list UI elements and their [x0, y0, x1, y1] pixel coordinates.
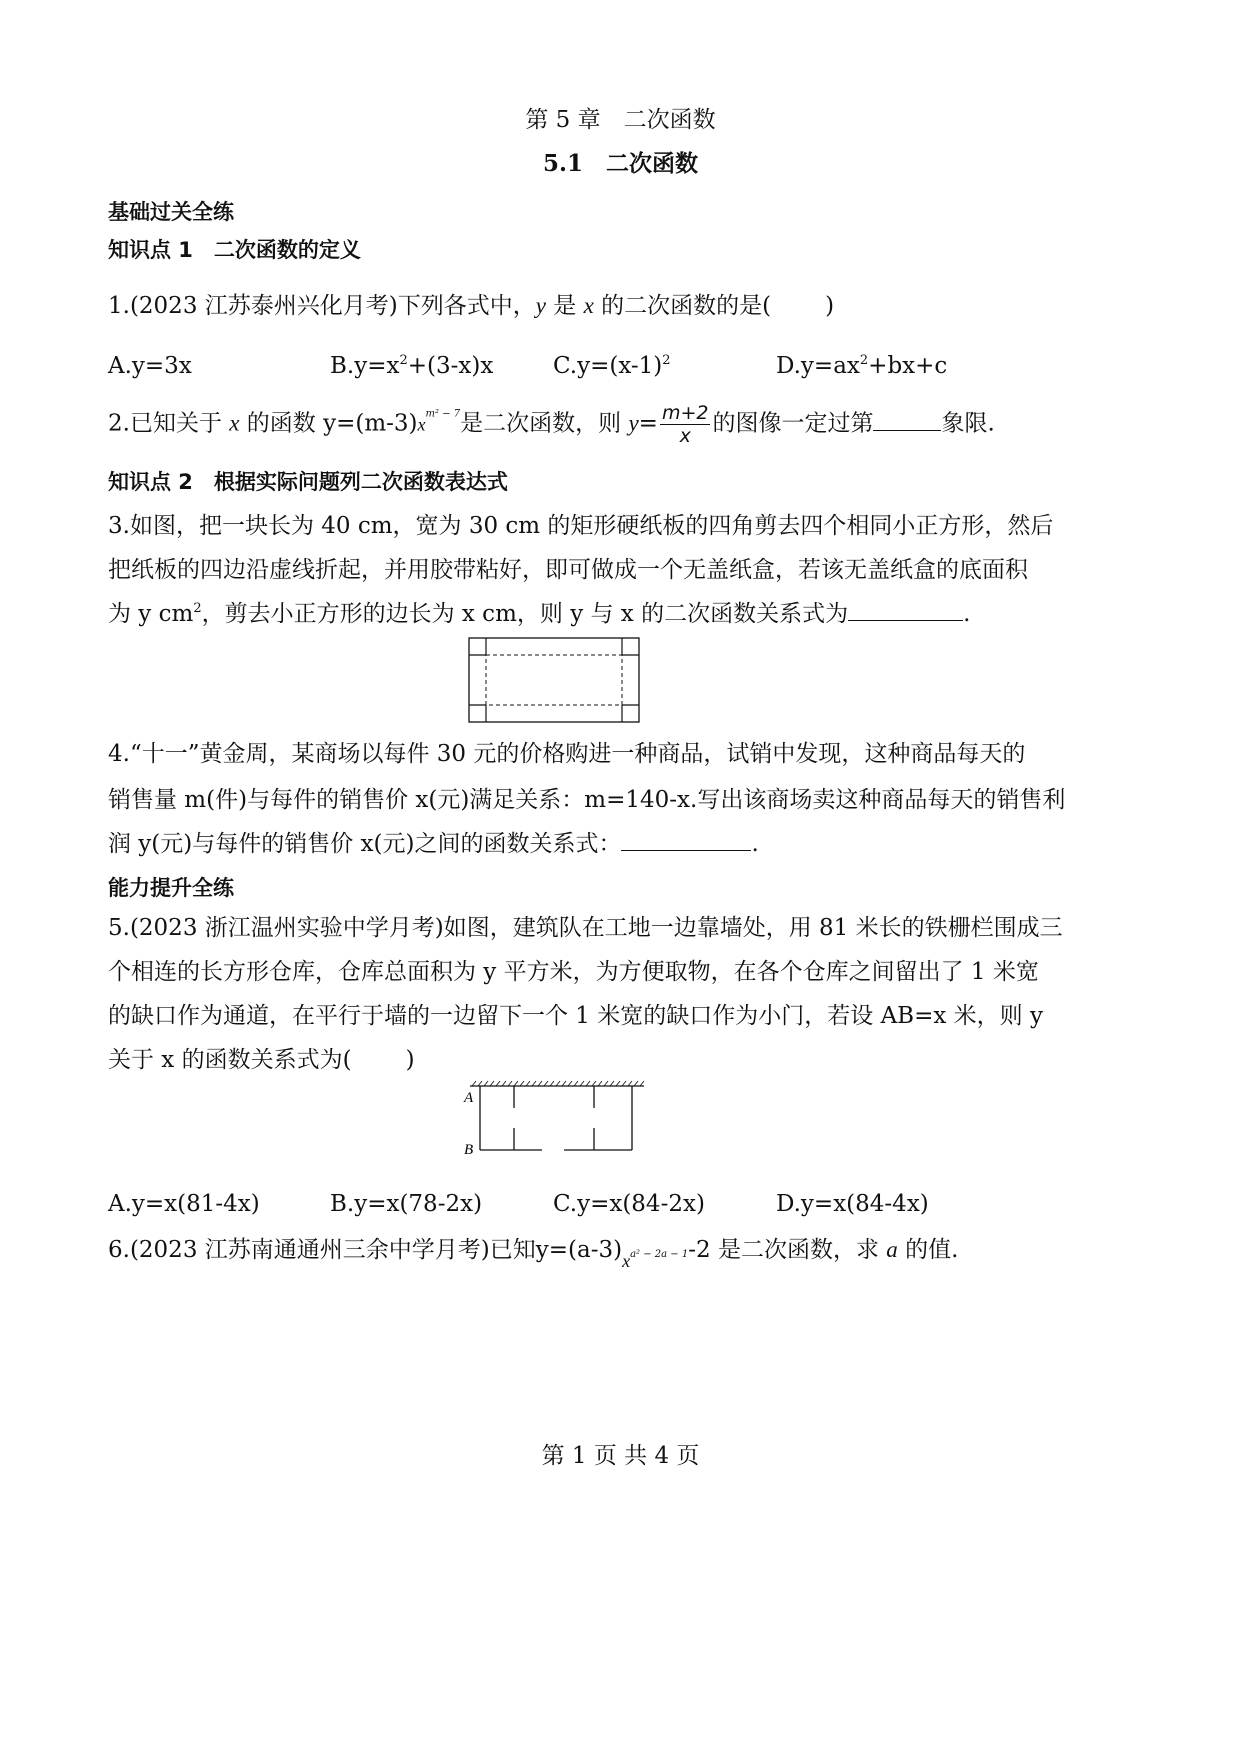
- answer-blank[interactable]: [621, 828, 751, 851]
- question-2-stem: 2.已知关于 x 的函数 $y=(m-3)x^{m^2 - 7}$是二次函数，则 y= $\frac{m+2}{x}$ 的图像一定过第 象限.: [108, 402, 995, 447]
- question-1-option-b: $B.y=x^2+(3-x)x$: [330, 353, 494, 379]
- point-b-label: B: [464, 1142, 474, 1158]
- section-title: 5.1 二次函数: [542, 150, 698, 177]
- question-4-line-2: 销售量 m(件)与每件的销售价 x(元)满足关系：m=140-x.写出该商场卖这种商品每天的销售利: [108, 787, 1066, 813]
- question-5-line-1: 5.(2023 浙江温州实验中学月考)如图，建筑队在工地一边靠墙处，用 81 米长的铁栅栏围成三: [108, 915, 1063, 941]
- part-advanced-heading: 能力提升全练: [108, 876, 234, 900]
- question-5-option-b: B.y=x(78-2x): [330, 1191, 483, 1217]
- question-3-line-1: 3.如图，把一块长为 40 cm，宽为 30 cm 的矩形硬纸板的四角剪去四个相同小正方形，然后: [108, 513, 1054, 539]
- question-3-line-2: 把纸板的四边沿虚线折起，并用胶带粘好，即可做成一个无盖纸盒，若该无盖纸盒的底面积: [108, 557, 1028, 583]
- question-5-option-c: C.y=x(84-2x): [553, 1191, 705, 1217]
- question-5-option-a: A.y=x(81-4x): [108, 1191, 260, 1217]
- page-footer: 第 1 页 共 4 页: [541, 1443, 700, 1469]
- knowledge-point-2-heading: 知识点 2 根据实际问题列二次函数表达式: [108, 470, 508, 494]
- question-5-line-4: 关于 x 的函数关系式为( ): [108, 1047, 415, 1073]
- knowledge-point-1-heading: 知识点 1 二次函数的定义: [108, 238, 361, 262]
- point-a-label: A: [464, 1090, 474, 1106]
- warehouse-figure: [460, 1080, 650, 1160]
- question-5-option-d: D.y=x(84-4x): [776, 1191, 929, 1217]
- question-5-line-3: 的缺口作为通道，在平行于墙的一边留下一个 1 米宽的缺口作为小门，若设 AB=x 米，则 y: [108, 1003, 1043, 1029]
- question-4-line-1: 4.“十一”黄金周，某商场以每件 30 元的价格购进一种商品，试销中发现，这种商品每天的: [108, 741, 1026, 767]
- question-1-option-d: $D.y=ax^2+bx+c$: [776, 353, 948, 379]
- question-1-option-c: $C.y=(x-1)^2$: [553, 353, 671, 379]
- chapter-title: 第 5 章 二次函数: [525, 107, 716, 133]
- answer-blank[interactable]: [873, 408, 941, 431]
- question-1-option-a: A.y=3x: [108, 353, 192, 379]
- question-3-line-3: 为 y $cm^2$，剪去小正方形的边长为 x cm，则 y 与 x 的二次函数关系式为 .: [108, 598, 970, 630]
- question-5-line-2: 个相连的长方形仓库，仓库总面积为 y 平方米，为方便取物，在各个仓库之间留出了 1 米宽: [108, 959, 1039, 985]
- answer-blank[interactable]: [848, 598, 963, 621]
- question-4-line-3: 润 y(元)与每件的销售价 x(元)之间的函数关系式： .: [108, 828, 759, 860]
- cardboard-figure: [468, 637, 640, 723]
- question-1-stem: 1.(2023 江苏泰州兴化月考)下列各式中，y 是 x 的二次函数的是( ): [108, 293, 835, 319]
- part-basic-heading: 基础过关全练: [108, 200, 234, 224]
- question-6-stem: 6.(2023 江苏南通通州三余中学月考)已知$y=(a-3)_xa^2 - 2a - 1-2$ 是二次函数，求 a 的值.: [108, 1237, 959, 1271]
- fraction: $\frac{m+2}{x}$: [661, 402, 709, 447]
